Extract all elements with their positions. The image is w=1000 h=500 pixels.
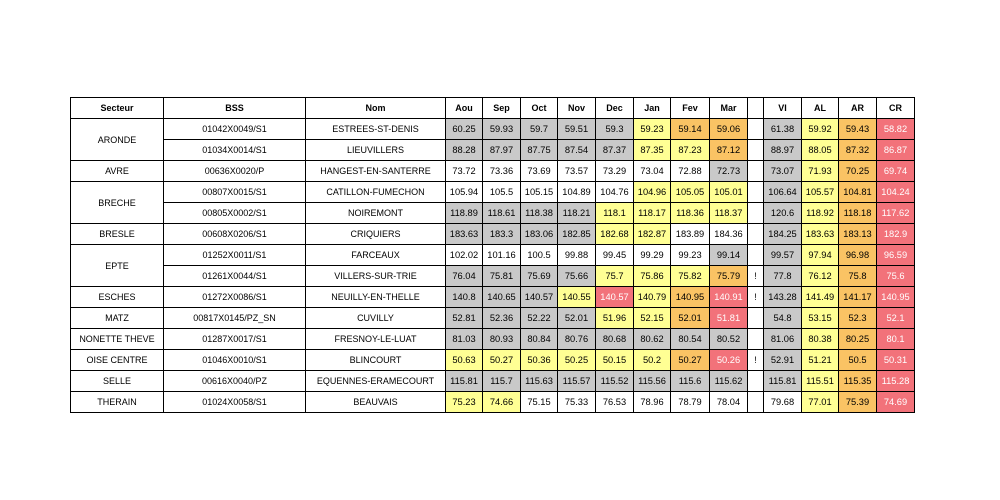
secteur-cell: AVRE (71, 161, 164, 182)
nom-cell: NOIREMONT (306, 203, 446, 224)
nom-cell: ESTREES-ST-DENIS (306, 119, 446, 140)
nom-cell: EQUENNES-ERAMECOURT (306, 371, 446, 392)
header-mar: Mar (710, 98, 748, 119)
value-cell-jan: 75.86 (634, 266, 671, 287)
secteur-cell: ARONDE (71, 119, 164, 161)
value-cell-fev: 80.54 (671, 329, 710, 350)
nom-cell: FRESNOY-LE-LUAT (306, 329, 446, 350)
flag-cell: ! (748, 287, 764, 308)
value-cell-nov: 87.54 (558, 140, 596, 161)
value-cell-al: 88.05 (802, 140, 839, 161)
value-cell-ar: 70.25 (839, 161, 877, 182)
value-cell-oct: 80.84 (521, 329, 558, 350)
value-cell-sep: 50.27 (483, 350, 521, 371)
value-cell-cr: 117.62 (877, 203, 915, 224)
header-cr: CR (877, 98, 915, 119)
value-cell-aou: 81.03 (446, 329, 483, 350)
value-cell-cr: 104.24 (877, 182, 915, 203)
flag-cell (748, 161, 764, 182)
value-cell-dec: 50.15 (596, 350, 634, 371)
table-row (71, 245, 915, 266)
value-cell-dec: 51.96 (596, 308, 634, 329)
value-cell-cr: 58.82 (877, 119, 915, 140)
value-cell-jan: 78.96 (634, 392, 671, 413)
header-secteur: Secteur (71, 98, 164, 119)
value-cell-dec: 76.53 (596, 392, 634, 413)
value-cell-mar: 78.04 (710, 392, 748, 413)
value-cell-aou: 118.89 (446, 203, 483, 224)
value-cell-cr: 96.59 (877, 245, 915, 266)
flag-cell (748, 119, 764, 140)
value-cell-ar: 59.43 (839, 119, 877, 140)
value-cell-cr: 74.69 (877, 392, 915, 413)
value-cell-vi: 115.81 (764, 371, 802, 392)
value-cell-fev: 87.23 (671, 140, 710, 161)
value-cell-sep: 140.65 (483, 287, 521, 308)
value-cell-aou: 75.23 (446, 392, 483, 413)
header-fev: Fev (671, 98, 710, 119)
value-cell-ar: 118.18 (839, 203, 877, 224)
value-cell-nov: 182.85 (558, 224, 596, 245)
value-cell-mar: 140.91 (710, 287, 748, 308)
value-cell-aou: 50.63 (446, 350, 483, 371)
value-cell-ar: 183.13 (839, 224, 877, 245)
value-cell-fev: 140.95 (671, 287, 710, 308)
value-cell-mar: 105.01 (710, 182, 748, 203)
value-cell-nov: 75.66 (558, 266, 596, 287)
bss-cell: 01024X0058/S1 (164, 392, 306, 413)
value-cell-jan: 80.62 (634, 329, 671, 350)
value-cell-aou: 115.81 (446, 371, 483, 392)
secteur-cell: SELLE (71, 371, 164, 392)
value-cell-mar: 118.37 (710, 203, 748, 224)
table-row (71, 182, 915, 203)
table-row (71, 119, 915, 140)
value-cell-sep: 80.93 (483, 329, 521, 350)
value-cell-aou: 76.04 (446, 266, 483, 287)
nom-cell: BEAUVAIS (306, 392, 446, 413)
value-cell-vi: 79.68 (764, 392, 802, 413)
value-cell-oct: 183.06 (521, 224, 558, 245)
secteur-cell: BRESLE (71, 224, 164, 245)
table-row (71, 140, 915, 161)
value-cell-al: 51.21 (802, 350, 839, 371)
value-cell-sep: 52.36 (483, 308, 521, 329)
value-cell-fev: 183.89 (671, 224, 710, 245)
value-cell-sep: 87.97 (483, 140, 521, 161)
bss-cell: 01046X0010/S1 (164, 350, 306, 371)
value-cell-sep: 118.61 (483, 203, 521, 224)
value-cell-fev: 78.79 (671, 392, 710, 413)
value-cell-ar: 141.17 (839, 287, 877, 308)
flag-cell (748, 182, 764, 203)
value-cell-dec: 140.57 (596, 287, 634, 308)
value-cell-mar: 59.06 (710, 119, 748, 140)
header-al: AL (802, 98, 839, 119)
bss-cell: 00608X0206/S1 (164, 224, 306, 245)
value-cell-aou: 102.02 (446, 245, 483, 266)
flag-cell (748, 245, 764, 266)
table-row (71, 224, 915, 245)
value-cell-fev: 115.6 (671, 371, 710, 392)
value-cell-jan: 104.96 (634, 182, 671, 203)
header-flag (748, 98, 764, 119)
table-row (71, 161, 915, 182)
value-cell-cr: 140.95 (877, 287, 915, 308)
header-bss: BSS (164, 98, 306, 119)
header-nom: Nom (306, 98, 446, 119)
value-cell-oct: 115.63 (521, 371, 558, 392)
bss-cell: 00636X0020/P (164, 161, 306, 182)
value-cell-al: 118.92 (802, 203, 839, 224)
value-cell-dec: 80.68 (596, 329, 634, 350)
value-cell-dec: 182.68 (596, 224, 634, 245)
value-cell-nov: 104.89 (558, 182, 596, 203)
nom-cell: BLINCOURT (306, 350, 446, 371)
value-cell-vi: 81.06 (764, 329, 802, 350)
value-cell-jan: 73.04 (634, 161, 671, 182)
value-cell-nov: 118.21 (558, 203, 596, 224)
value-cell-oct: 59.7 (521, 119, 558, 140)
value-cell-sep: 183.3 (483, 224, 521, 245)
value-cell-oct: 105.15 (521, 182, 558, 203)
value-cell-oct: 140.57 (521, 287, 558, 308)
value-cell-sep: 59.93 (483, 119, 521, 140)
value-cell-ar: 87.32 (839, 140, 877, 161)
value-cell-cr: 86.87 (877, 140, 915, 161)
value-cell-oct: 118.38 (521, 203, 558, 224)
secteur-cell: THERAIN (71, 392, 164, 413)
secteur-cell: BRECHE (71, 182, 164, 224)
value-cell-vi: 52.91 (764, 350, 802, 371)
table-row (71, 266, 915, 287)
value-cell-mar: 51.81 (710, 308, 748, 329)
nom-cell: CUVILLY (306, 308, 446, 329)
value-cell-fev: 105.05 (671, 182, 710, 203)
value-cell-fev: 75.82 (671, 266, 710, 287)
bss-cell: 00807X0015/S1 (164, 182, 306, 203)
header-dec: Dec (596, 98, 634, 119)
nom-cell: HANGEST-EN-SANTERRE (306, 161, 446, 182)
value-cell-fev: 99.23 (671, 245, 710, 266)
value-cell-dec: 118.1 (596, 203, 634, 224)
value-cell-al: 183.63 (802, 224, 839, 245)
header-oct: Oct (521, 98, 558, 119)
value-cell-oct: 52.22 (521, 308, 558, 329)
value-cell-vi: 184.25 (764, 224, 802, 245)
value-cell-vi: 120.6 (764, 203, 802, 224)
value-cell-mar: 80.52 (710, 329, 748, 350)
value-cell-dec: 59.3 (596, 119, 634, 140)
header-row (71, 98, 915, 119)
flag-cell (748, 308, 764, 329)
value-cell-dec: 104.76 (596, 182, 634, 203)
value-cell-ar: 96.98 (839, 245, 877, 266)
value-cell-sep: 74.66 (483, 392, 521, 413)
value-cell-vi: 61.38 (764, 119, 802, 140)
header-nov: Nov (558, 98, 596, 119)
flag-cell (748, 224, 764, 245)
value-cell-nov: 73.57 (558, 161, 596, 182)
value-cell-aou: 183.63 (446, 224, 483, 245)
value-cell-al: 80.38 (802, 329, 839, 350)
value-cell-sep: 115.7 (483, 371, 521, 392)
value-cell-al: 76.12 (802, 266, 839, 287)
value-cell-vi: 77.8 (764, 266, 802, 287)
value-cell-nov: 99.88 (558, 245, 596, 266)
value-cell-dec: 73.29 (596, 161, 634, 182)
table-row (71, 329, 915, 350)
bss-cell: 00817X0145/PZ_SN (164, 308, 306, 329)
flag-cell (748, 329, 764, 350)
flag-cell (748, 203, 764, 224)
value-cell-nov: 140.55 (558, 287, 596, 308)
value-cell-mar: 99.14 (710, 245, 748, 266)
table-row (71, 371, 915, 392)
header-vi: VI (764, 98, 802, 119)
secteur-cell: NONETTE THEVE (71, 329, 164, 350)
table-row (71, 308, 915, 329)
value-cell-vi: 99.57 (764, 245, 802, 266)
bss-cell: 01042X0049/S1 (164, 119, 306, 140)
value-cell-dec: 99.45 (596, 245, 634, 266)
table-row (71, 350, 915, 371)
value-cell-jan: 115.56 (634, 371, 671, 392)
value-cell-fev: 72.88 (671, 161, 710, 182)
value-cell-fev: 52.01 (671, 308, 710, 329)
value-cell-oct: 75.15 (521, 392, 558, 413)
value-cell-cr: 52.1 (877, 308, 915, 329)
value-cell-ar: 75.8 (839, 266, 877, 287)
flag-cell (748, 392, 764, 413)
value-cell-cr: 69.74 (877, 161, 915, 182)
table-row (71, 203, 915, 224)
value-cell-aou: 88.28 (446, 140, 483, 161)
value-cell-sep: 75.81 (483, 266, 521, 287)
table-row (71, 392, 915, 413)
bss-cell: 00616X0040/PZ (164, 371, 306, 392)
value-cell-jan: 99.29 (634, 245, 671, 266)
header-jan: Jan (634, 98, 671, 119)
value-cell-mar: 115.62 (710, 371, 748, 392)
value-cell-aou: 140.8 (446, 287, 483, 308)
value-cell-al: 53.15 (802, 308, 839, 329)
table-row (71, 287, 915, 308)
flag-cell (748, 371, 764, 392)
value-cell-jan: 182.87 (634, 224, 671, 245)
value-cell-oct: 73.69 (521, 161, 558, 182)
nom-cell: LIEUVILLERS (306, 140, 446, 161)
value-cell-al: 115.51 (802, 371, 839, 392)
value-cell-aou: 60.25 (446, 119, 483, 140)
value-cell-vi: 54.8 (764, 308, 802, 329)
header-ar: AR (839, 98, 877, 119)
piezometer-levels-table (70, 97, 915, 413)
value-cell-oct: 75.69 (521, 266, 558, 287)
value-cell-sep: 73.36 (483, 161, 521, 182)
value-cell-fev: 50.27 (671, 350, 710, 371)
value-cell-cr: 80.1 (877, 329, 915, 350)
value-cell-dec: 87.37 (596, 140, 634, 161)
flag-cell (748, 140, 764, 161)
value-cell-fev: 118.36 (671, 203, 710, 224)
header-sep: Sep (483, 98, 521, 119)
value-cell-aou: 52.81 (446, 308, 483, 329)
nom-cell: CATILLON-FUMECHON (306, 182, 446, 203)
nom-cell: VILLERS-SUR-TRIE (306, 266, 446, 287)
value-cell-mar: 75.79 (710, 266, 748, 287)
value-cell-ar: 75.39 (839, 392, 877, 413)
bss-cell: 00805X0002/S1 (164, 203, 306, 224)
value-cell-nov: 80.76 (558, 329, 596, 350)
value-cell-ar: 115.35 (839, 371, 877, 392)
secteur-cell: MATZ (71, 308, 164, 329)
bss-cell: 01261X0044/S1 (164, 266, 306, 287)
value-cell-nov: 52.01 (558, 308, 596, 329)
flag-cell: ! (748, 350, 764, 371)
value-cell-vi: 106.64 (764, 182, 802, 203)
value-cell-nov: 59.51 (558, 119, 596, 140)
value-cell-dec: 115.52 (596, 371, 634, 392)
bss-cell: 01252X0011/S1 (164, 245, 306, 266)
value-cell-ar: 80.25 (839, 329, 877, 350)
value-cell-sep: 105.5 (483, 182, 521, 203)
value-cell-jan: 140.79 (634, 287, 671, 308)
value-cell-mar: 72.73 (710, 161, 748, 182)
value-cell-jan: 50.2 (634, 350, 671, 371)
value-cell-ar: 52.3 (839, 308, 877, 329)
value-cell-al: 141.49 (802, 287, 839, 308)
value-cell-sep: 101.16 (483, 245, 521, 266)
value-cell-aou: 73.72 (446, 161, 483, 182)
value-cell-nov: 75.33 (558, 392, 596, 413)
value-cell-al: 105.57 (802, 182, 839, 203)
nom-cell: NEUILLY-EN-THELLE (306, 287, 446, 308)
value-cell-cr: 50.31 (877, 350, 915, 371)
value-cell-dec: 75.7 (596, 266, 634, 287)
value-cell-cr: 182.9 (877, 224, 915, 245)
value-cell-nov: 50.25 (558, 350, 596, 371)
nom-cell: CRIQUIERS (306, 224, 446, 245)
value-cell-jan: 118.17 (634, 203, 671, 224)
value-cell-oct: 100.5 (521, 245, 558, 266)
header-aou: Aou (446, 98, 483, 119)
bss-cell: 01034X0014/S1 (164, 140, 306, 161)
value-cell-jan: 59.23 (634, 119, 671, 140)
bss-cell: 01287X0017/S1 (164, 329, 306, 350)
value-cell-al: 71.93 (802, 161, 839, 182)
secteur-cell: ESCHES (71, 287, 164, 308)
table-body (71, 119, 915, 413)
secteur-cell: OISE CENTRE (71, 350, 164, 371)
value-cell-vi: 73.07 (764, 161, 802, 182)
nom-cell: FARCEAUX (306, 245, 446, 266)
value-cell-al: 77.01 (802, 392, 839, 413)
value-cell-fev: 59.14 (671, 119, 710, 140)
value-cell-ar: 50.5 (839, 350, 877, 371)
value-cell-nov: 115.57 (558, 371, 596, 392)
bss-cell: 01272X0086/S1 (164, 287, 306, 308)
value-cell-aou: 105.94 (446, 182, 483, 203)
value-cell-jan: 52.15 (634, 308, 671, 329)
value-cell-mar: 87.12 (710, 140, 748, 161)
value-cell-al: 59.92 (802, 119, 839, 140)
value-cell-cr: 115.28 (877, 371, 915, 392)
secteur-cell: EPTE (71, 245, 164, 287)
value-cell-vi: 143.28 (764, 287, 802, 308)
value-cell-oct: 50.36 (521, 350, 558, 371)
value-cell-cr: 75.6 (877, 266, 915, 287)
value-cell-oct: 87.75 (521, 140, 558, 161)
value-cell-al: 97.94 (802, 245, 839, 266)
value-cell-vi: 88.97 (764, 140, 802, 161)
value-cell-ar: 104.81 (839, 182, 877, 203)
value-cell-mar: 50.26 (710, 350, 748, 371)
value-cell-mar: 184.36 (710, 224, 748, 245)
value-cell-jan: 87.35 (634, 140, 671, 161)
flag-cell: ! (748, 266, 764, 287)
